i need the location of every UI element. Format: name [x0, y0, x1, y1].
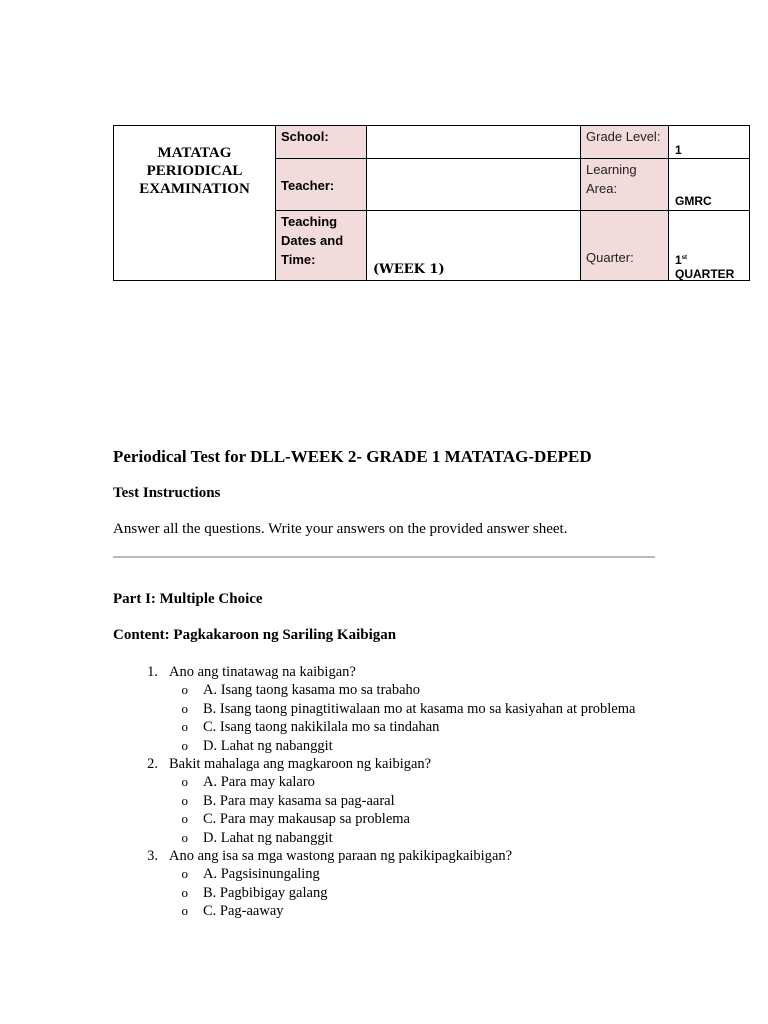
option-text: B. Para may kasama sa pag-aaral — [203, 792, 395, 809]
dates-label-cell — [276, 211, 367, 281]
dates-field[interactable] — [367, 211, 581, 281]
option-item — [113, 773, 753, 791]
question-item — [113, 847, 753, 921]
option-item — [113, 737, 753, 755]
question-list — [113, 663, 753, 921]
dates-label-line: Dates and — [281, 233, 344, 248]
horizontal-divider — [113, 556, 655, 558]
header-table — [113, 125, 750, 281]
school-field[interactable] — [367, 126, 581, 159]
learning-area-label-line: Area: — [586, 181, 618, 196]
question-text: Bakit mahalaga ang magkaroon ng kaibigan? — [169, 756, 432, 773]
part-heading: Part I: Multiple Choice — [113, 591, 263, 607]
option-item — [113, 718, 753, 736]
question-number: 3. — [147, 848, 158, 865]
bullet-icon: o — [181, 866, 188, 882]
grade-level-value: 1 — [675, 143, 682, 157]
week-value: (WEEK 1) — [373, 262, 445, 277]
quarter-value — [675, 251, 734, 281]
exam-title-line: MATATAG — [157, 145, 232, 161]
quarter-word: QUARTER — [675, 267, 735, 281]
question-item — [113, 755, 753, 847]
learning-area-value: GMRC — [675, 194, 712, 208]
bullet-icon: o — [181, 884, 188, 900]
option-text: D. Lahat ng nabanggit — [203, 737, 333, 754]
option-text: C. Isang taong nakikilala mo sa tindahan — [203, 719, 440, 736]
option-text: B. Isang taong pinagtitiwalaan mo at kasama mo sa kasiyahan at problema — [203, 700, 636, 717]
quarter-ordinal: st — [681, 255, 688, 261]
learning-area-cell[interactable] — [669, 159, 750, 211]
bullet-icon: o — [181, 829, 188, 845]
bullet-icon: o — [181, 774, 188, 790]
option-item — [113, 902, 753, 920]
dates-label-line: Teaching — [281, 214, 338, 229]
bullet-icon: o — [181, 792, 188, 808]
document-title: Periodical Test for DLL-WEEK 2- GRADE 1 MATATAG-DEPED — [113, 447, 592, 466]
option-text: A. Isang taong kasama mo sa trabaho — [203, 682, 421, 699]
bullet-icon: o — [181, 700, 188, 716]
learning-area-label-line: Learning — [586, 162, 637, 177]
teacher-field[interactable] — [367, 159, 581, 211]
option-item — [113, 810, 753, 828]
question-text: Ano ang tinatawag na kaibigan? — [169, 664, 356, 680]
option-text: D. Lahat ng nabanggit — [203, 829, 333, 846]
school-label: School: — [276, 126, 367, 159]
quarter-number: 1 — [675, 253, 682, 267]
question-number: 1. — [147, 664, 158, 680]
option-item — [113, 829, 753, 847]
question-text: Ano ang isa sa mga wastong paraan ng pakikipagkaibigan? — [169, 848, 513, 865]
grade-level-label: Grade Level: — [581, 126, 669, 159]
exam-title-cell — [114, 126, 276, 281]
option-text: C. Pag-aaway — [203, 903, 284, 920]
question-number: 2. — [147, 756, 158, 773]
option-item — [113, 700, 753, 718]
bullet-icon: o — [181, 719, 188, 735]
option-item — [113, 884, 753, 902]
teacher-label-cell — [276, 159, 367, 211]
quarter-cell[interactable] — [669, 211, 750, 281]
exam-title-line: PERIODICAL — [146, 163, 243, 179]
content-heading: Content: Pagkakaroon ng Sariling Kaibigan — [113, 627, 397, 643]
bullet-icon: o — [181, 682, 188, 698]
quarter-label-cell — [581, 211, 669, 281]
instructions-heading: Test Instructions — [113, 485, 221, 501]
bullet-icon: o — [181, 737, 188, 753]
question-item — [113, 663, 753, 755]
option-item — [113, 792, 753, 810]
learning-area-label-cell — [581, 159, 669, 211]
option-text: B. Pagbibigay galang — [203, 884, 328, 901]
instructions-text: Answer all the questions. Write your answers on the provided answer sheet. — [113, 521, 568, 537]
grade-level-cell[interactable] — [669, 126, 750, 159]
exam-title-line: EXAMINATION — [139, 181, 250, 197]
quarter-label: Quarter: — [586, 250, 634, 265]
teacher-label: Teacher: — [281, 178, 335, 193]
option-list — [113, 681, 753, 755]
bullet-icon: o — [181, 811, 188, 827]
option-list — [113, 773, 753, 847]
option-text: A. Pagsisinungaling — [203, 866, 320, 883]
option-text: A. Para may kalaro — [203, 774, 315, 791]
option-item — [113, 681, 753, 699]
option-list — [113, 865, 753, 920]
bullet-icon: o — [181, 903, 188, 919]
option-item — [113, 865, 753, 883]
dates-label-line: Time: — [281, 252, 316, 267]
option-text: C. Para may makausap sa problema — [203, 811, 410, 828]
